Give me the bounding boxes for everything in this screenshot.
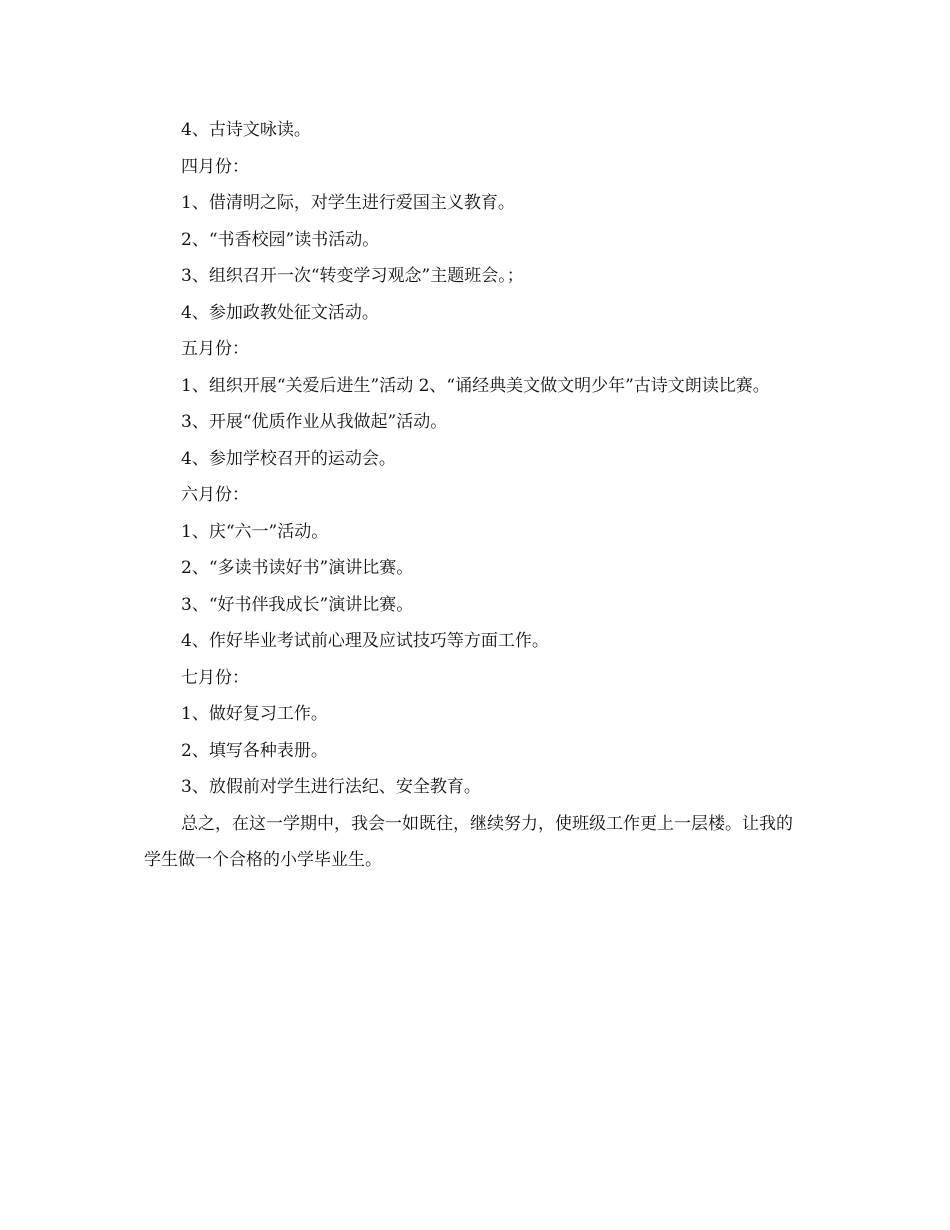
list-item: 2、“书香校园”读书活动。: [181, 229, 380, 250]
list-item: 3、“好书伴我成长”演讲比赛。: [181, 594, 414, 615]
list-item: 3、组织召开一次“转变学习观念”主题班会。；: [181, 266, 524, 286]
list-item-ancient-poetry: 4、古诗文咏读。: [181, 120, 311, 140]
list-item: 1、组织开展“关爱后进生”活动 2、“诵经典美文做文明少年”古诗文朗读比赛。: [181, 375, 770, 396]
list-item: 2、填写各种表册。: [181, 740, 328, 761]
section-heading-april: 四月份：: [181, 156, 249, 177]
list-item: 1、做好复习工作。: [181, 704, 328, 724]
conclusion-paragraph: 总之，在这一学期中，我会一如既往，继续努力，使班级工作更上一层楼。让我的学生做一个合格的小学毕业生。: [144, 813, 793, 870]
list-item: 4、作好毕业考试前心理及应试技巧等方面工作。: [181, 631, 549, 651]
list-item: 1、庆“六一”活动。: [181, 521, 329, 542]
list-item: 4、参加学校召开的运动会。: [181, 448, 396, 469]
section-heading-june: 六月份：: [181, 485, 249, 505]
list-item: 3、开展“优质作业从我做起”活动。: [181, 412, 448, 432]
list-item: 1、借清明之际，对学生进行爱国主义教育。: [181, 193, 515, 213]
document-body: [144, 112, 799, 879]
list-item: 2、“多读书读好书”演讲比赛。: [181, 558, 414, 578]
section-heading-july: 七月份：: [181, 667, 249, 688]
list-item: 3、放假前对学生进行法纪、安全教育。: [181, 777, 481, 797]
list-item: 4、参加政教处征文活动。: [181, 302, 379, 323]
section-heading-may: 五月份：: [181, 339, 249, 359]
